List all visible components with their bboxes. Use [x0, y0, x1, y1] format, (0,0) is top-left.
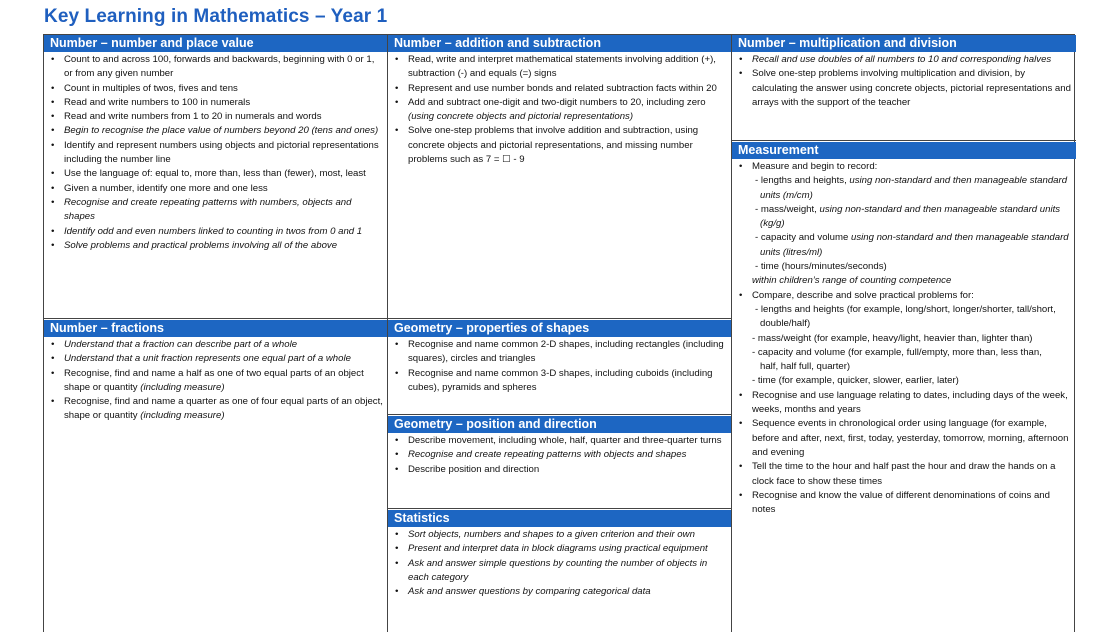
sub-item: - capacity and volume (for example, full/empty, more than, less than,: [752, 346, 1042, 358]
section-heading: Measurement: [732, 142, 1076, 159]
list-item: [408, 96, 727, 125]
section-heading: Geometry – properties of shapes: [388, 320, 731, 337]
list-item: • Count in multiples of twos, fives and tens: [64, 82, 383, 96]
item-list: [388, 527, 731, 599]
section-statistics: [388, 510, 731, 632]
section-heading: Geometry – position and direction: [388, 416, 731, 433]
page-title: Key Learning in Mathematics – Year 1: [44, 6, 388, 27]
item-text-italic: (including measure): [140, 410, 225, 422]
list-item: [64, 395, 383, 424]
item-list: [388, 433, 731, 477]
list-item: • Recognise and name common 3-D shapes, including cuboids (including cubes), pyramids and spheres: [408, 367, 727, 396]
section-measurement: [732, 142, 1076, 632]
list-item: • Read and write numbers from 1 to 20 in numerals and words: [64, 110, 383, 124]
list-item: • Identify and represent numbers using objects and pictorial representations including the number line: [64, 139, 383, 168]
sub-item-italic: within children’s range of counting competence: [752, 275, 952, 287]
learning-grid: [43, 34, 1075, 632]
list-item: • Solve problems and practical problems involving all of the above: [64, 239, 383, 253]
item-list: [732, 159, 1076, 517]
section-position-direction: [388, 416, 731, 509]
list-item: • Recognise and know the value of different denominations of coins and notes: [752, 489, 1072, 518]
sub-item-italic: using non-standard and then manageable standard units (m/cm): [760, 175, 1068, 201]
list-item: • Given a number, identify one more and one less: [64, 182, 383, 196]
item-text-italic: (using concrete objects and pictorial representations): [408, 111, 634, 123]
list-item: • Begin to recognise the place value of numbers beyond 20 (tens and ones): [64, 124, 383, 138]
list-item: • Use the language of: equal to, more than, less than (fewer), most, least: [64, 167, 383, 181]
section-heading: Statistics: [388, 510, 731, 527]
list-item: • Sort objects, numbers and shapes to a given criterion and their own: [408, 528, 727, 542]
list-item: • Solve one-step problems involving multiplication and division, by calculating the answer using concrete objects, pictorial representations and arrays with the support of the teacher: [752, 67, 1072, 110]
sub-item: [752, 231, 1072, 260]
list-item: [752, 289, 1072, 389]
section-multiplication-division: [732, 35, 1076, 141]
list-item: • Read, write and interpret mathematical statements involving addition (+), subtraction (-) and equals (=) signs: [408, 53, 727, 82]
sub-item: - time (for example, quicker, slower, earlier, later): [752, 375, 959, 387]
list-item: [64, 367, 383, 396]
list-item: • Read and write numbers to 100 in numerals: [64, 96, 383, 110]
sub-item: - lengths and heights (for example, long/short, longer/shorter, tall/short, double/half): [755, 303, 1056, 330]
list-item: • Tell the time to the hour and half past the hour and draw the hands on a clock face to show these times: [752, 460, 1072, 489]
item-list: [44, 52, 387, 253]
list-item: • Solve one-step problems that involve addition and subtraction, using concrete objects and pictorial representations, and missing number problems such as 7 = ☐ - 9: [408, 124, 727, 167]
sub-item: - mass/weight (for example, heavy/light, heavier than, lighter than): [752, 332, 1033, 344]
sub-item: [752, 174, 1072, 203]
item-text: • Compare, describe and solve practical problems for:: [752, 289, 974, 301]
item-list: [44, 337, 387, 424]
list-item: • Recall and use doubles of all numbers to 10 and corresponding halves: [752, 53, 1072, 67]
list-item: • Identify odd and even numbers linked to counting in twos from 0 and 1: [64, 225, 383, 239]
sub-item-text: - mass/weight,: [755, 203, 820, 215]
sub-item: - time (hours/minutes/seconds): [755, 261, 887, 273]
list-item: [752, 160, 1072, 289]
list-item: • Recognise and use language relating to dates, including days of the week, weeks, months and years: [752, 389, 1072, 418]
column-1: [44, 35, 387, 632]
list-item: • Count to and across 100, forwards and backwards, beginning with 0 or 1, or from any given number: [64, 53, 383, 82]
list-item: • Describe movement, including whole, half, quarter and three-quarter turns: [408, 434, 727, 448]
section-heading: Number – number and place value: [44, 35, 387, 52]
section-properties-of-shapes: [388, 320, 731, 415]
list-item: • Ask and answer simple questions by counting the number of objects in each category: [408, 557, 727, 586]
item-text: Recognise, find and name a half as one of two equal parts of an object shape or quantity: [64, 367, 364, 393]
list-item: • Recognise and create repeating patterns with objects and shapes: [408, 448, 727, 462]
sub-item-text: - lengths and heights,: [755, 175, 850, 187]
list-item: • Represent and use number bonds and related subtraction facts within 20: [408, 82, 727, 96]
column-3: [731, 35, 1076, 632]
sub-item-text: - capacity and volume: [755, 232, 851, 244]
column-2: [387, 35, 731, 632]
item-list: [388, 337, 731, 395]
list-item: • Ask and answer questions by comparing categorical data: [408, 585, 727, 599]
section-fractions: [44, 320, 387, 632]
list-item: • Present and interpret data in block diagrams using practical equipment: [408, 542, 727, 556]
list-item: • Recognise and create repeating patterns with numbers, objects and shapes: [64, 196, 383, 225]
item-list: [388, 52, 731, 167]
section-place-value: [44, 35, 387, 319]
sub-item-italic: using non-standard and then manageable standard units (kg/g): [760, 203, 1061, 230]
item-list: [732, 52, 1076, 110]
item-text-italic: (including measure): [140, 381, 225, 393]
item-text: • Measure and begin to record:: [752, 161, 878, 172]
list-item: • Recognise and name common 2-D shapes, including rectangles (including squares), circles and triangles: [408, 338, 727, 367]
item-text: Add and subtract one-digit and two-digit numbers to 20, including zero: [408, 96, 706, 108]
section-heading: Number – multiplication and division: [732, 35, 1076, 52]
list-item: • Understand that a unit fraction represents one equal part of a whole: [64, 352, 383, 366]
sub-item-italic: using non-standard and then manageable standard units (litres/ml): [760, 232, 1069, 258]
sub-item: half, half full, quarter): [760, 361, 851, 373]
section-addition-subtraction: [388, 35, 731, 319]
item-text: Recognise, find and name a quarter as one of four equal parts of an object, shape or quantity: [64, 396, 383, 422]
list-item: • Sequence events in chronological order using language (for example, before and after, next, first, today, yesterday, tomorrow, morning, afternoon and evening: [752, 417, 1072, 460]
list-item: • Understand that a fraction can describe part of a whole: [64, 338, 383, 352]
section-heading: Number – addition and subtraction: [388, 35, 731, 52]
sub-item: [752, 203, 1072, 232]
list-item: • Describe position and direction: [408, 463, 727, 477]
section-heading: Number – fractions: [44, 320, 387, 337]
